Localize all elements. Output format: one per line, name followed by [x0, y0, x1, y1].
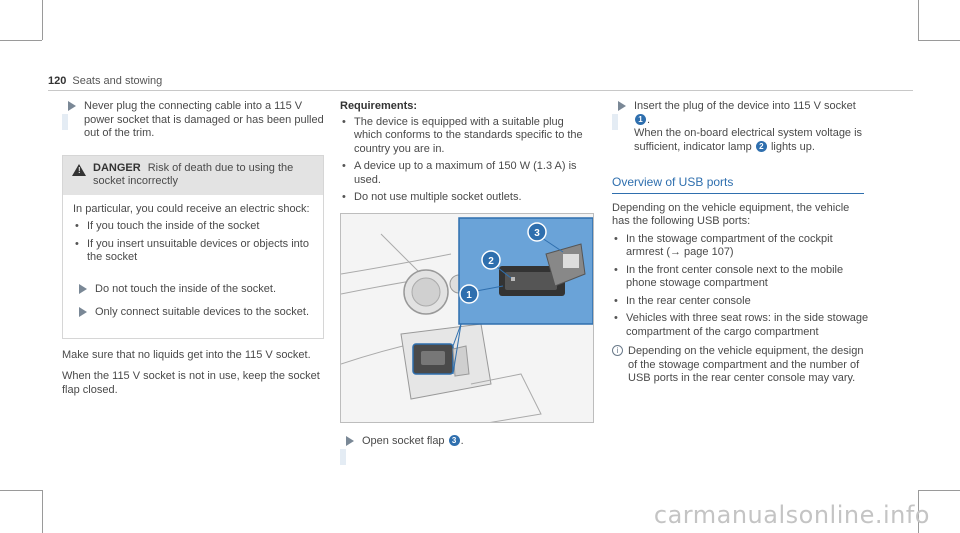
- callout-badge: 3: [449, 435, 460, 446]
- crop-mark: [0, 490, 42, 491]
- danger-bullets: [73, 220, 315, 265]
- instruction-step: [62, 100, 324, 141]
- step-text: lights up.: [770, 140, 815, 153]
- paragraph: When the 115 V socket is not in use, keep the socket flap closed.: [62, 370, 320, 396]
- note-text: Depending on the vehicle equipment, the design of the stowage compartment and the number of USB ports in the rear center console may vary.: [628, 345, 864, 384]
- list-item: • Do not use multiple socket outlets.: [340, 191, 594, 205]
- step-text: Only connect suitable devices to the socket.: [95, 306, 310, 318]
- crop-mark: [0, 40, 42, 41]
- crop-mark: [918, 40, 960, 41]
- section-title: Overview of USB ports: [612, 176, 864, 194]
- instruction-step: [73, 306, 315, 320]
- header-divider: [48, 90, 913, 91]
- step-text: Never plug the connecting cable into a 115 V power socket that is damaged or has been pulled out of the trim.: [84, 100, 324, 139]
- step-marker: [62, 114, 68, 130]
- danger-header: ! DANGER Risk of death due to using the socket incorrectly: [63, 156, 323, 195]
- page-number: 120: [48, 75, 67, 87]
- step-arrow-icon: [346, 436, 354, 446]
- step-arrow-icon: [68, 101, 76, 111]
- section-name: Seats and stowing: [72, 75, 163, 87]
- column-middle: [340, 100, 594, 454]
- step-text: Open socket flap: [362, 434, 445, 447]
- instruction-step: Open socket flap 3 .: [340, 435, 594, 449]
- body-paragraphs: [62, 349, 324, 398]
- step-text: Do not touch the inside of the socket.: [95, 282, 277, 295]
- column-right: [612, 100, 870, 386]
- step-marker: [340, 449, 346, 465]
- step-arrow-icon: [79, 284, 87, 294]
- crop-mark: [42, 490, 43, 533]
- callout-badge: 1: [635, 114, 646, 125]
- requirements-list: [340, 116, 594, 205]
- instruction-step: Insert the plug of the device into 115 V socket 1 . When the on-board electrical system voltage is sufficient, indicator lamp 2 lights up.: [612, 100, 870, 154]
- paragraph: Make sure that no liquids get into the 115 V socket.: [62, 348, 311, 361]
- list-item: • The device is equipped with a suitable plug which conforms to the standards specific to the country you are in.: [340, 116, 594, 157]
- callout-label: 2: [488, 255, 494, 267]
- watermark: carmanualsonline.info: [653, 501, 930, 529]
- step-arrow-icon: [79, 307, 87, 317]
- list-item: • In the stowage compartment of the cockpit armrest (→ page 107): [612, 233, 870, 260]
- crop-mark: [918, 0, 919, 40]
- list-item: • A device up to a maximum of 150 W (1.3 A) is used.: [340, 160, 594, 187]
- crop-mark: [918, 490, 960, 491]
- step-marker: [612, 114, 618, 130]
- list-item: • In the rear center console: [612, 295, 870, 309]
- danger-headline: Risk of death due to using the socket incorrectly: [93, 161, 294, 187]
- list-item: • In the front center console next to the mobile phone stowage compartment: [612, 264, 870, 291]
- requirements-title: Requirements:: [340, 100, 418, 112]
- crop-mark: [42, 0, 43, 40]
- list-item: • If you touch the inside of the socket: [73, 220, 315, 234]
- danger-warning-box: [62, 155, 324, 339]
- step-arrow-icon: [618, 101, 626, 111]
- info-icon: i: [612, 345, 623, 356]
- column-left: [62, 100, 324, 405]
- callout-label: 1: [466, 289, 472, 301]
- paragraph: Depending on the vehicle equipment, the vehicle has the following USB ports:: [612, 201, 850, 227]
- info-note: [612, 345, 870, 386]
- page-header: [48, 75, 162, 87]
- instruction-step: [73, 283, 315, 297]
- socket-illustration-svg: [341, 214, 594, 423]
- danger-label: DANGER: [93, 161, 141, 174]
- list-item: • If you insert unsuitable devices or objects into the socket: [73, 238, 315, 265]
- usb-port-list: [612, 233, 870, 340]
- callout-label: 3: [534, 227, 540, 239]
- danger-intro: In particular, you could receive an electric shock:: [73, 202, 310, 215]
- step-text: Insert the plug of the device into 115 V socket: [634, 100, 856, 112]
- list-item: • Vehicles with three seat rows: in the side stowage compartment of the cargo compartment: [612, 312, 870, 339]
- step-text: When the on-board electrical system voltage is sufficient, indicator lamp: [634, 127, 863, 153]
- socket-illustration: [340, 213, 594, 423]
- callout-badge: 2: [756, 141, 767, 152]
- danger-body: [63, 195, 323, 338]
